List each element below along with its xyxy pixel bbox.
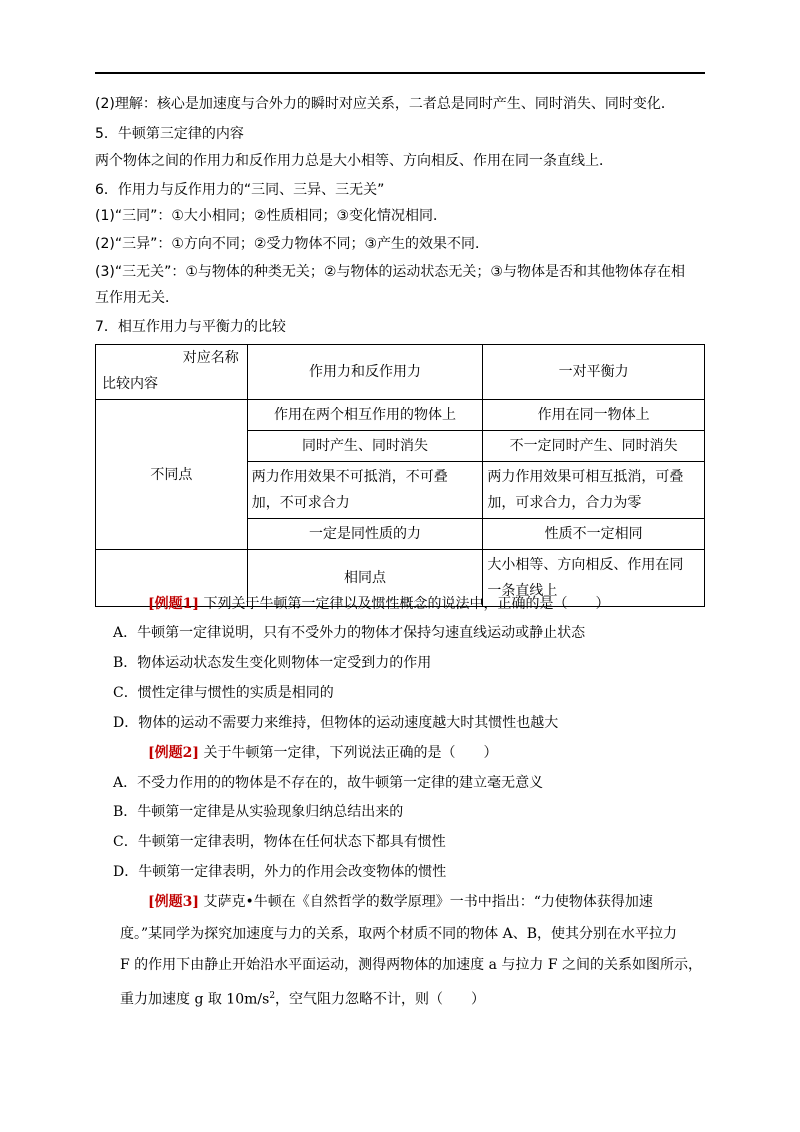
cell-line: 加，可求合力，合力为零: [487, 495, 642, 511]
example-2-stem: [148, 743, 497, 763]
cell-line: 加，不可求合力: [251, 495, 350, 511]
cell-line: 一条直线上: [487, 583, 558, 599]
example-2-option-b: B．牛顿第一定律是从实验现象归纳总结出来的: [113, 804, 404, 820]
example-3-question-line-3: F 的作用下由静止开始沿水平面运动，测得两物体的加速度 a 与拉力 F 之间的关系如图所示，: [120, 957, 703, 973]
text-line-understanding: (2)理解：核心是加速度与合外力的瞬时对应关系，二者总是同时产生、同时消失、同时变化．: [95, 96, 675, 112]
example-1-stem: [148, 594, 609, 614]
example-2-tag: [例题2]: [148, 745, 199, 761]
table-corner-cell: [96, 345, 248, 400]
header-rule: [95, 72, 705, 74]
example-3-stem: [148, 892, 653, 912]
cell-line: 两力作用效果不可抵消，不可叠: [251, 469, 448, 485]
example-3-tag: [例题3]: [148, 894, 199, 910]
gravity-text-tail: ，空气阻力忽略不计，则（ ）: [275, 991, 486, 1008]
table-cell: 不一定同时产生、同时消失: [483, 431, 705, 462]
table-cell: 同时产生、同时消失: [247, 431, 483, 462]
corner-top-label: 对应名称: [182, 350, 239, 366]
text-line-three-unrelated-cont: 互作用无关．: [95, 290, 179, 306]
example-3-question-line-2: 度。”某同学为探究加速度与力的关系，取两个材质不同的物体 A、B，使其分别在水平拉力: [120, 926, 678, 942]
example-1-option-c: C．惯性定律与惯性的实质是相同的: [113, 685, 334, 701]
col-header-action-reaction: 作用力和反作用力: [247, 345, 483, 400]
same-label-cell: 相同点: [247, 550, 483, 607]
table-cell: [483, 462, 705, 519]
text-line-three-same: (1)“三同”：①大小相同；②性质相同；③变化情况相同．: [95, 208, 447, 224]
table-cell: 一定是同性质的力: [247, 519, 483, 550]
example-2-question: 关于牛顿第一定律，下列说法正确的是（ ）: [203, 745, 498, 761]
heading-comparison: 7．相互作用力与平衡力的比较: [95, 319, 286, 335]
table-cell: 性质不一定相同: [483, 519, 705, 550]
example-2-option-d: D．牛顿第一定律表明，外力的作用会改变物体的惯性: [113, 864, 447, 880]
example-3-question-line-4: [120, 986, 485, 1010]
example-1-option-a: A．牛顿第一定律说明，只有不受外力的物体才保持匀速直线运动或静止状态: [113, 625, 586, 641]
heading-newton-third-law: 5．牛顿第三定律的内容: [95, 126, 244, 142]
comparison-table: [95, 344, 705, 607]
example-2-option-c: C．牛顿第一定律表明，物体在任何状态下都具有惯性: [113, 834, 446, 850]
example-1-question: 下列关于牛顿第一定律以及惯性概念的说法中，正确的是（ ）: [203, 596, 610, 612]
gravity-text: 重力加速度 g 取 10m/s: [120, 991, 270, 1008]
text-line-three-diff: (2)“三异”：①方向不同；②受力物体不同；③产生的效果不同．: [95, 236, 489, 252]
example-1-option-b: B．物体运动状态发生变化则物体一定受到力的作用: [113, 655, 432, 671]
text-line-three-unrelated: (3)“三无关”：①与物体的种类无关；②与物体的运动状态无关；③与物体是否和其他物体存在相: [95, 264, 685, 280]
cell-line: 两力作用效果可相互抵消，可叠: [487, 469, 684, 485]
table-cell: [247, 462, 483, 519]
example-1-tag: [例题1]: [148, 596, 199, 612]
corner-bottom-label: 比较内容: [102, 376, 158, 392]
table-cell: 作用在两个相互作用的物体上: [247, 400, 483, 431]
col-header-balance: 一对平衡力: [483, 345, 705, 400]
exponent: 2: [269, 991, 276, 1001]
example-2-option-a: A．不受力作用的的物体是不存在的，故牛顿第一定律的建立毫无意义: [113, 775, 544, 791]
table-cell: 作用在同一物体上: [483, 400, 705, 431]
text-line-third-law: 两个物体之间的作用力和反作用力总是大小相等、方向相反、作用在同一条直线上．: [95, 153, 613, 169]
example-3-question-line-1: 艾萨克•牛顿在《自然哲学的数学原理》一书中指出：“力使物体获得加速: [203, 894, 653, 910]
example-1-option-d: D．物体的运动不需要力来维持，但物体的运动速度越大时其惯性也越大: [113, 715, 559, 731]
table-header-row: [96, 345, 705, 400]
diff-label-cell: 不同点: [96, 400, 248, 550]
heading-action-reaction: 6．作用力与反作用力的“三同、三异、三无关”: [95, 182, 385, 198]
cell-line: 大小相等、方向相反、作用在同: [487, 557, 684, 573]
table-row: [96, 400, 705, 431]
